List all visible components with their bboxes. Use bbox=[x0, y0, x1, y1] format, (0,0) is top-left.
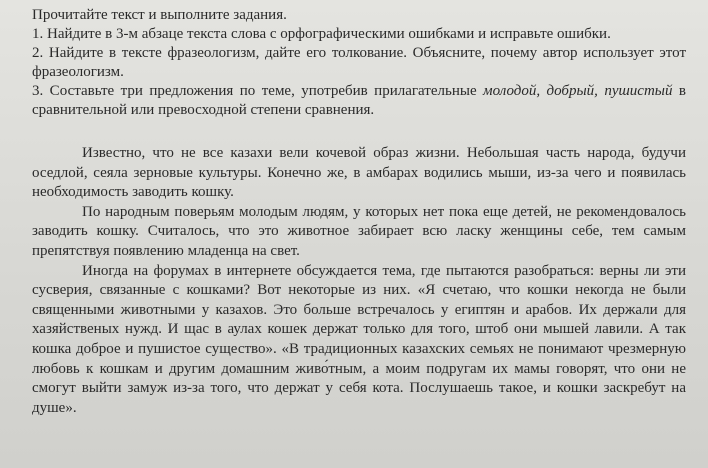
task-3 bbox=[32, 82, 686, 120]
paragraph-3: Иногда на форумах в интернете обсуждается тема, где пытаются разобраться: верны ли эти сусверия, связанные с кошками? Вот некоторые из них. «Я счетаю, что кошки некогда не были священными животными у казахов. Это больше встречалось у египтян и арабов. Их держали для хазяйственых нужд. И щас в аулах кошек держат только для того, штоб они мышей лавили. А так кошка доброе и пушистое существо». «В традиционных казахских семьях не понимают чрезмерную любовь к кошкам и другим домашним живо́тным, а моим подругам их мамы говорят, что они не смогут выйти замуж из-за того, что держат у себя кота. Послушаешь такое, и кошки заскребут на душе». bbox=[32, 262, 686, 416]
task-3-adjectives: молодой, добрый, пушистый bbox=[483, 83, 673, 99]
task-3-suffix: в сравнительной или превосходной степени сравнения. bbox=[32, 83, 686, 118]
task-2: 2. Найдите в тексте фразеологизм, дайте его толкование. Объясните, почему автор использует этот фразеологизм. bbox=[32, 45, 686, 80]
paragraph-2: По народным поверьям молодым людям, у которых нет пока еще детей, не рекомендовалось заводить кошку. Считалось, что это животное забирает всю ласку женщины себе, тем самым препятствуя появлению младенца на свет. bbox=[32, 203, 686, 259]
reading-text bbox=[32, 144, 686, 418]
instruction-heading: Прочитайте текст и выполните задания. bbox=[32, 7, 287, 23]
task-list bbox=[32, 25, 686, 120]
task-3-prefix: 3. Составьте три предложения по теме, употребив прилагательные bbox=[32, 83, 484, 99]
task-1: 1. Найдите в 3-м абзаце текста слова с орфографическими ошибками и исправьте ошибки. bbox=[32, 26, 611, 42]
paragraph-1: Известно, что не все казахи вели кочевой образ жизни. Небольшая часть народа, будучи оседлой, сеяла зерновые культуры. Конечно же, в амбарах водились мыши, из-за чего и появилась необходимость заводить кошку. bbox=[32, 145, 686, 201]
